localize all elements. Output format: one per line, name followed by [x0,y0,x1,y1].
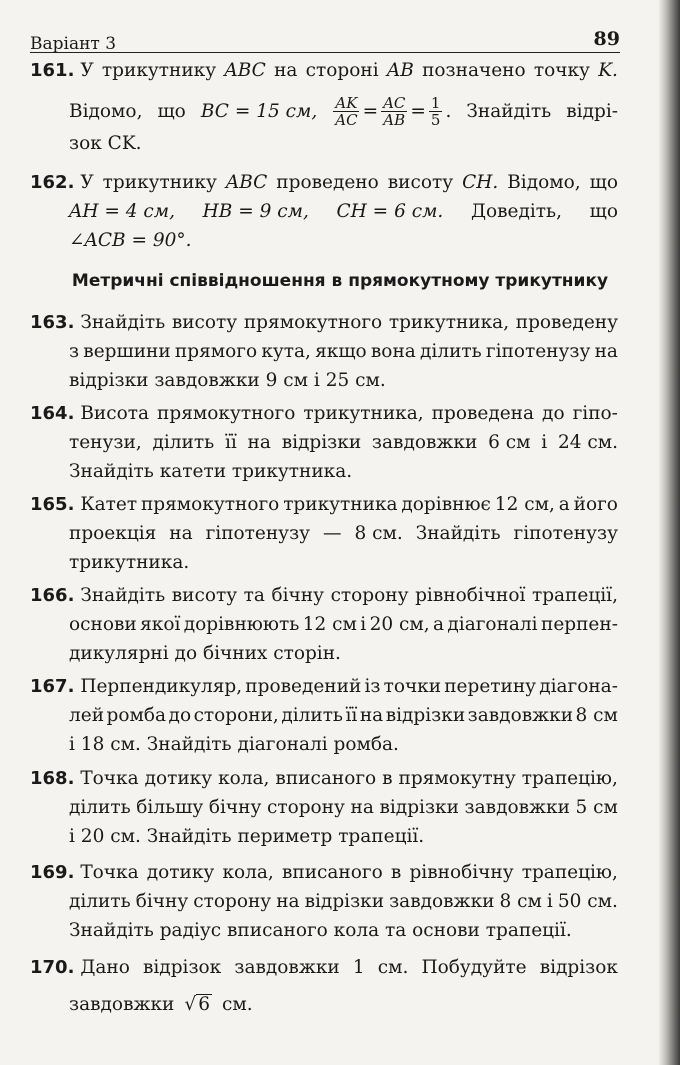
word: Знайдіть [466,100,552,122]
word: діагона- [539,676,618,697]
word: точки [383,676,442,697]
word: і [546,891,553,912]
problem-164-line-1 [30,403,618,432]
word: ромба [106,705,167,726]
problem-165 [30,494,618,581]
word: завдовжки [234,957,340,978]
problem-number: 165. [30,494,75,515]
word: на [247,432,271,453]
word: — [323,523,342,544]
word: точку [533,60,590,81]
problem-number: 163. [30,312,75,333]
word: 8 см [575,705,618,726]
word: його [573,494,618,515]
problem-164-line-2 [30,432,618,461]
problem-number: 166. [30,585,75,606]
word: 6 см [488,432,531,453]
word: Катет [80,494,138,515]
word: перпен- [540,614,618,635]
word: і [541,432,548,453]
word: а [558,494,570,515]
text-line: і 18 см. Знайдіть діагоналі ромба. [69,734,399,755]
book-spine-shadow [658,0,680,1065]
word: AH = 4 см, [69,201,175,222]
problem-number: 164. [30,403,75,424]
problem-163-line-1 [30,312,618,341]
problem-167 [30,676,618,763]
word: трикутника, [388,312,510,333]
word: а [433,614,445,635]
word: завдовжки [69,993,175,1015]
word: перетину [444,676,537,697]
word: її [345,705,358,726]
word: кола, [222,862,274,883]
word: кола, [218,768,270,789]
word: відрізки [281,432,362,453]
problem-166 [30,585,618,672]
word: см. [221,993,253,1015]
word: вписаного [281,862,383,883]
page-header [30,28,620,53]
word: CH. [462,172,499,193]
word: трикутнику [101,60,217,81]
word: рівнобічну [409,862,514,883]
word: відрізки [385,705,466,726]
word: Знайдіть [80,312,166,333]
problem-163-line-2 [30,341,618,370]
word: тенузи, [69,432,142,453]
fraction: $\frac{1}{5}$ [430,93,441,129]
word: Побудуйте [421,957,527,978]
word: відрізок [142,957,222,978]
word: прямокутного [140,494,280,515]
word: до [168,705,192,726]
word: 12 см [302,614,357,635]
word: Точка [80,768,139,789]
problem-162-line-1 [30,172,618,201]
text-line: Знайдіть катети трикутника. [69,461,353,482]
problem-number: 161. [30,60,75,81]
fraction: $\frac{AC}{AB}$ [383,93,406,129]
problem-169-line-2 [30,891,618,920]
problem-169 [30,862,618,949]
problem-166-line-3 [30,643,618,672]
word: більшу [136,797,204,818]
word: ABC [224,60,266,81]
word: на [169,523,193,544]
square-root: √ 6 [184,993,210,1015]
word: на [276,891,300,912]
problem-165-line-2 [30,523,618,552]
text-line: відрізки завдовжки 9 см і 25 см. [69,370,386,391]
word: діагоналі [447,614,538,635]
problem-168-line-2 [30,797,618,826]
word: 12 см, [494,494,555,515]
word: висоту [171,585,238,606]
problem-number: 167. [30,676,75,697]
word: гіпо- [572,403,618,424]
word: відрізки [304,891,385,912]
problem-165-line-3 [30,552,618,581]
problem-167-line-1 [30,676,618,705]
problem-168-line-1 [30,768,618,797]
word: Доведіть, [470,201,562,222]
word: і [360,614,367,635]
problem-169-line-1 [30,862,618,891]
word: гіпотенузу [513,523,618,544]
word: що [589,172,618,193]
word: см. [377,957,409,978]
word: на [594,341,618,362]
word: завдовжки [371,432,478,453]
problem-161-line-2 [30,89,618,133]
text-line: трикутника. [69,552,190,573]
word: проведену [515,312,618,333]
word: на [274,60,298,81]
word: сторони, [193,705,279,726]
word: вершини [83,341,171,362]
word: прямого [174,341,258,362]
word: трикутнику [102,172,217,193]
problem-170-line-1 [30,957,618,986]
problem-169-line-3 [30,920,618,949]
word: прямокутного [157,403,296,424]
word: гіпотенузу [205,523,311,544]
word: дотику [146,862,215,883]
problem-164 [30,403,618,490]
word: прямокутного [243,312,383,333]
word: 5 см [575,797,618,818]
word: бічну [208,797,262,818]
problem-number: 168. [30,768,75,789]
word: проведений [245,676,362,697]
word: висоту [387,172,454,193]
problem-167-line-2 [30,705,618,734]
word: проведена [431,403,535,424]
word: ділить [420,341,482,362]
problem-162-line-2 [30,201,618,230]
word: до [542,403,565,424]
word: що [157,100,186,122]
word: трапецію, [521,862,618,883]
word: AB [386,60,414,81]
problem-161-line-1 [30,60,618,89]
text-line: дикулярні до бічних сторін. [69,643,341,664]
word: на [350,797,374,818]
word: якщо [315,341,367,362]
word: Відомо, [507,172,581,193]
word: ділить [69,891,131,912]
word: висоту [171,312,238,333]
problem-163-line-3 [30,370,618,399]
word: відрі- [566,100,618,122]
word: та [243,585,265,606]
problem-166-line-2 [30,614,618,643]
word: 20 см, [369,614,430,635]
word: дорівнюють [183,614,300,635]
word: Відомо, [69,100,143,122]
word: У [80,60,94,81]
problem-162 [30,172,618,259]
word: вписаного [275,768,377,789]
word: бічну [135,891,189,912]
word: Точка [80,862,139,883]
problem-168 [30,768,618,855]
word: на [359,705,384,726]
word: її [224,432,237,453]
text-line: Знайдіть радіус вписаного кола та основи трапеції. [69,920,572,941]
word: Висота [80,403,150,424]
problem-161 [30,60,618,162]
word: сторону [193,891,272,912]
word: із [364,676,381,697]
text-line: і 20 см. Знайдіть периметр трапеції. [69,826,425,847]
word: K. [598,60,618,81]
word: проекція [69,523,157,544]
problem-163 [30,312,618,399]
word: завдовжки [464,797,570,818]
problem-number: 162. [30,172,75,193]
word: ділить [152,432,215,453]
page-number: 89 [593,28,620,50]
word: сторону [330,585,409,606]
word: Знайдіть [80,585,166,606]
word: 50 см. [557,891,618,912]
word: проведено [276,172,379,193]
problem-167-line-3 [30,734,618,763]
word: основи [69,614,137,635]
word: Перпендикуляр, [80,676,243,697]
word: відрізок [539,957,618,978]
word: відрізки [379,797,459,818]
problem-162-line-3 [30,230,618,259]
word: HB = 9 см, [202,201,309,222]
problem-165-line-1 [30,494,618,523]
word: 8 см. [354,523,403,544]
word: рівнобічної [415,585,526,606]
word: в [382,768,393,789]
word: BC = 15 см, [200,100,318,122]
word: ABC [225,172,268,193]
variant-label: Варіант 3 [30,34,117,54]
word: трапеції, [531,585,618,606]
word: в [390,862,402,883]
word: трапецію, [521,768,618,789]
word: що [589,201,618,222]
text-line: ∠ACB = 90°. [69,230,192,251]
word: трикутника [283,494,398,515]
word: трикутника, [303,403,424,424]
word: сторону [266,797,345,818]
fraction: $\frac{AK}{AC}$ [335,93,358,129]
word: завдовжки [389,891,495,912]
problem-170-line-2 [30,986,618,1022]
word: кута, [261,341,311,362]
word: завдовжки [467,705,574,726]
word: лей [69,705,105,726]
word: гіпотенузу [485,341,591,362]
word: бічну [271,585,324,606]
text-line: зок CK. [69,133,142,154]
word: CH = 6 см. [336,201,444,222]
problem-161-line-3 [30,133,618,162]
word: прямокутну [398,768,516,789]
word: Дано [80,957,130,978]
word: ділить [281,705,344,726]
word: стороні [305,60,379,81]
word: Знайдіть [415,523,501,544]
ratio-expression: $\frac{AK}{AC}$ = $\frac{AC}{AB}$ = $\frac{1}{5}$ . [335,93,452,129]
section-title: Метричні співвідношення в прямокутному трикутнику [71,271,609,291]
problem-170 [30,957,618,1022]
word: 1 [352,957,365,978]
word: 24 см. [557,432,618,453]
problem-number: 169. [30,862,75,883]
word: дорівнює [401,494,491,515]
word: з [69,341,80,362]
word: позначено [422,60,526,81]
word: ділить [69,797,131,818]
word: вона [370,341,416,362]
word: дотику [144,768,213,789]
problem-number: 170. [30,957,75,978]
word: 8 см [499,891,542,912]
problem-164-line-3 [30,461,618,490]
problem-168-line-3 [30,826,618,855]
word: якої [140,614,181,635]
word: У [80,172,94,193]
problem-166-line-1 [30,585,618,614]
